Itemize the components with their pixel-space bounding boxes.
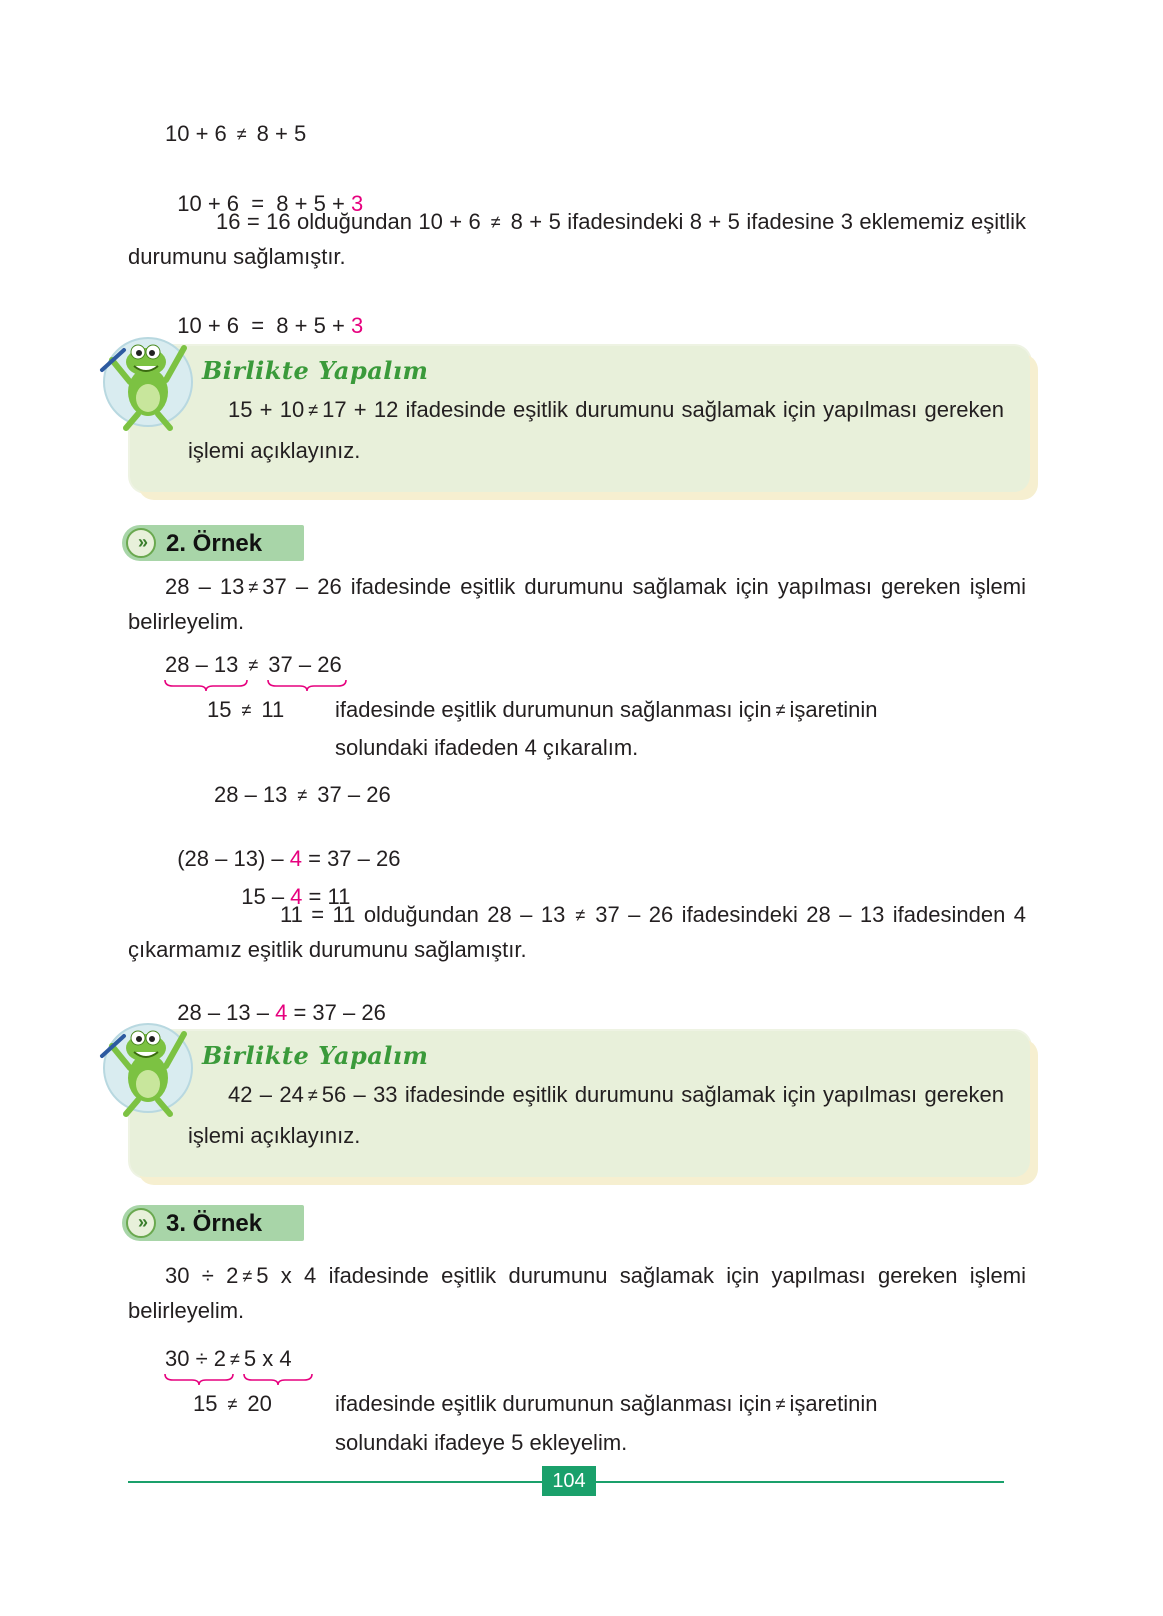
example-3-braced-expression: 30 ÷ 2 ≠ 5 x 4	[165, 1346, 292, 1372]
example-2-intro: 28 – 13 ≠ 37 – 26 ifadesinde eşitlik durumunu sağlamak için yapılması gereken işlemi belirleyelim.	[128, 574, 1026, 634]
brace-left: 28 – 13	[165, 652, 238, 678]
example-3-intro: 30 ÷ 2 ≠ 5 x 4 ifadesinde eşitlik durumunu sağlamak için yapılması gereken işlemi belirleyelim.	[128, 1263, 1026, 1323]
brace-right: 37 – 26	[268, 652, 341, 678]
footer-rule-right	[596, 1481, 1004, 1483]
equation-1: 10 + 6 ≠ 8 + 5	[165, 121, 307, 146]
example-label: 2. Örnek	[166, 530, 263, 557]
example-3-note: ifadesinde eşitlik durumunun sağlanması için ≠ işaretinin	[335, 1391, 878, 1416]
example-2-step-2: (28 – 13) – 4 = 37 – 26	[177, 846, 401, 872]
example-2-step-1: 28 – 13 ≠ 37 – 26	[214, 782, 391, 807]
explanation-paragraph: 16 = 16 olduğundan 10 + 6 ≠ 8 + 5 ifadesindeki 8 + 5 ifadesine 3 eklememiz eşitlik durumunu sağlamıştır.	[128, 209, 1026, 269]
example-2-header	[122, 525, 304, 561]
frog-mascot-icon	[96, 1016, 196, 1120]
equation-2: 10 + 6 = 8 + 5 + 3	[177, 191, 364, 217]
activity-title: Birlikte Yapalım	[202, 1041, 429, 1070]
activity-box-1	[130, 346, 1030, 492]
equation-3: 10 + 6 = 8 + 5 + 3	[177, 313, 364, 339]
example-3-values: 15 ≠ 20	[193, 1391, 272, 1416]
frog-mascot-icon	[96, 330, 196, 434]
example-3-header	[122, 1205, 304, 1241]
example-2-braced-expression: 28 – 13 ≠ 37 – 26	[165, 652, 342, 678]
page-number: 104	[542, 1466, 596, 1496]
double-chevron-right-icon: »	[126, 1208, 156, 1238]
activity-box-2	[130, 1031, 1030, 1177]
example-2-note: ifadesinde eşitlik durumunun sağlanması için ≠ işaretinin	[335, 697, 878, 722]
activity-text: 15 + 10 ≠ 17 + 12 ifadesinde eşitlik durumunu sağlamak için yapılması gereken işlemi açıklayınız.	[188, 397, 1004, 463]
example-2-values: 15 ≠ 11	[207, 697, 285, 722]
activity-text: 42 – 24 ≠ 56 – 33 ifadesinde eşitlik durumunu sağlamak için yapılması gereken işlemi açıklayınız.	[188, 1082, 1004, 1148]
example-2-conclusion: 11 = 11 olduğundan 28 – 13 ≠ 37 – 26 ifadesindeki 28 – 13 ifadesinden 4 çıkarmamız eşitlik durumunu sağlamıştır.	[128, 902, 1026, 962]
activity-title: Birlikte Yapalım	[202, 356, 429, 385]
double-chevron-right-icon: »	[126, 528, 156, 558]
example-3-note-line2: solundaki ifadeye 5 ekleyelim.	[335, 1430, 628, 1455]
example-label: 3. Örnek	[166, 1210, 263, 1237]
brace-left: 30 ÷ 2	[165, 1346, 226, 1372]
example-2-note-line2: solundaki ifadeden 4 çıkaralım.	[335, 735, 639, 760]
example-2-final: 28 – 13 – 4 = 37 – 26	[177, 1000, 386, 1026]
footer-rule-left	[128, 1481, 542, 1483]
example-2-step-3: 15 – 4 = 11	[241, 884, 351, 910]
brace-right: 5 x 4	[244, 1346, 292, 1372]
